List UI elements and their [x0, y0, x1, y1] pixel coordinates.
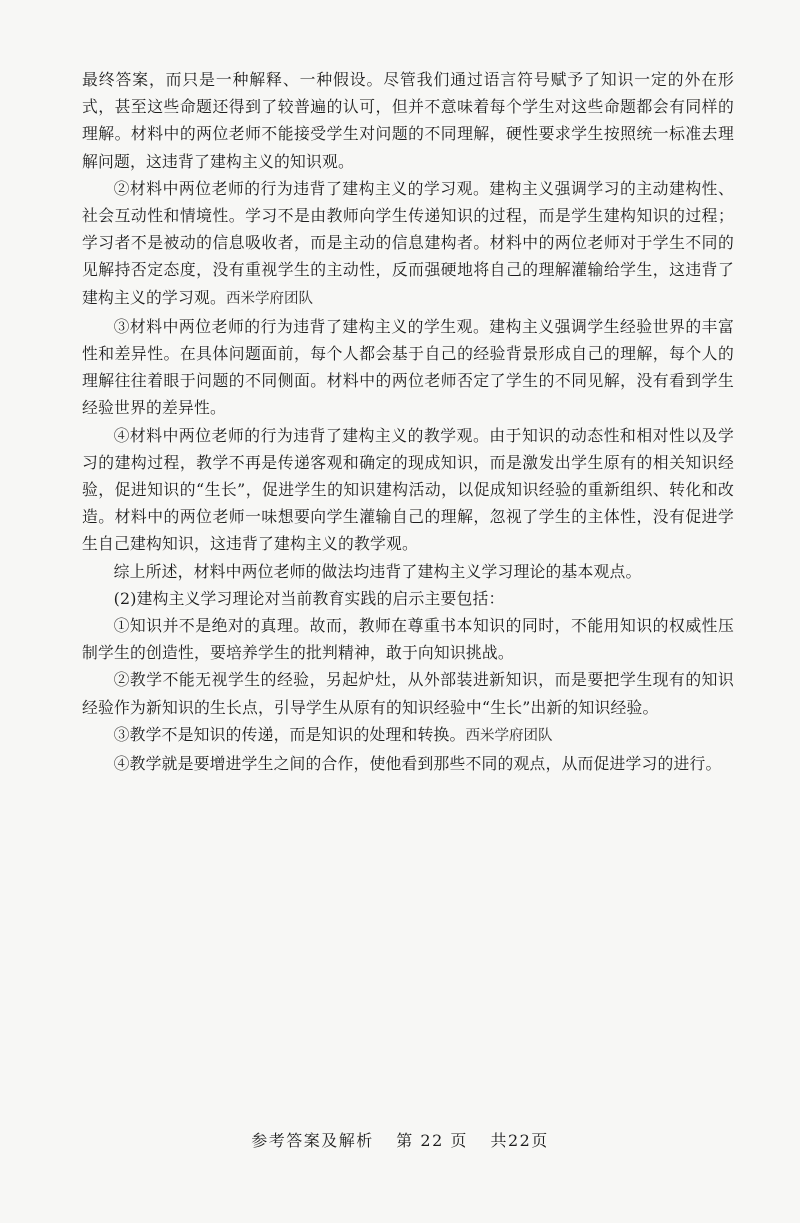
answer-body [82, 66, 734, 777]
paragraph-text: ①知识并不是绝对的真理。故而，教师在尊重书本知识的同时，不能用知识的权威性压制学生的创造性，要培养学生的批判精神，敢于向知识挑战。 [82, 616, 734, 663]
watermark-text: 西米学府团队 [465, 727, 553, 744]
footer-page-number: 第 22 页 [396, 1131, 468, 1150]
page-footer [0, 1128, 800, 1151]
paragraph-teaching-view [82, 422, 734, 558]
watermark-text: 西米学府团队 [225, 290, 313, 307]
paragraph-summary [82, 558, 734, 585]
paragraph-text: ②教学不能无视学生的经验，另起炉灶，从外部装进新知识，而是要把学生现有的知识经验作为新知识的生长点，引导学生从原有的知识经验中“生长”出新的知识经验。 [82, 670, 734, 717]
paragraph-text: ②材料中两位老师的行为违背了建构主义的学习观。建构主义强调学习的主动建构性、社会互动性和情境性。学习不是由教师向学生传递知识的过程，而是学生建构知识的过程；学习者不是被动的信息吸收者，而是主动的信息建构者。材料中的两位老师对于学生不同的见解持否定态度，没有重视学生的主动性，反而强硬地将自己的理解灌输给学生，这违背了建构主义的学习观。 [82, 178, 734, 307]
paragraph-learning-view [82, 175, 734, 313]
paragraph-student-view [82, 313, 734, 422]
footer-total-pages: 共22页 [490, 1131, 549, 1150]
paragraph-question-2-heading [82, 585, 734, 612]
paragraph-implication-4 [82, 750, 734, 777]
paragraph-text: ③材料中两位老师的行为违背了建构主义的学生观。建构主义强调学生经验世界的丰富性和差异性。在具体问题面前，每个人都会基于自己的经验背景形成自己的理解，每个人的理解往往着眼于问题的不同侧面。材料中的两位老师否定了学生的不同见解，没有看到学生经验世界的差异性。 [82, 316, 734, 418]
paragraph-text: ④教学就是要增进学生之间的合作，使他看到那些不同的观点，从而促进学习的进行。 [113, 754, 722, 774]
paragraph-text: ④材料中两位老师的行为违背了建构主义的教学观。由于知识的动态性和相对性以及学习的建构过程，教学不再是传递客观和确定的现成知识，而是激发出学生原有的相关知识经验，促进知识的“生长”，促进学生的知识建构活动，以促成知识经验的重新组织、转化和改造。材料中的两位老师一味想要向学生灌输自己的理解，忽视了学生的主体性，没有促进学生自己建构知识，这违背了建构主义的教学观。 [82, 425, 734, 554]
paragraph-implication-2 [82, 666, 734, 720]
footer-title: 参考答案及解析 [251, 1131, 374, 1150]
paragraph-text: 最终答案，而只是一种解释、一种假设。尽管我们通过语言符号赋予了知识一定的外在形式，甚至这些命题还得到了较普遍的认可，但并不意味着每个学生对这些命题都会有同样的理解。材料中的两位老师不能接受学生对问题的不同理解，硬性要求学生按照统一标准去理解问题，这违背了建构主义的知识观。 [82, 70, 734, 171]
paragraph-implication-3 [82, 721, 734, 750]
paragraph-implication-1 [82, 612, 734, 666]
paragraph-text: ③教学不是知识的传递，而是知识的处理和转换。 [113, 724, 466, 744]
paragraph-text: 综上所述，材料中两位老师的做法均违背了建构主义学习理论的基本观点。 [113, 561, 642, 581]
paragraph-text: (2)建构主义学习理论对当前教育实践的启示主要包括： [113, 588, 505, 608]
paragraph-knowledge-view [82, 66, 734, 175]
